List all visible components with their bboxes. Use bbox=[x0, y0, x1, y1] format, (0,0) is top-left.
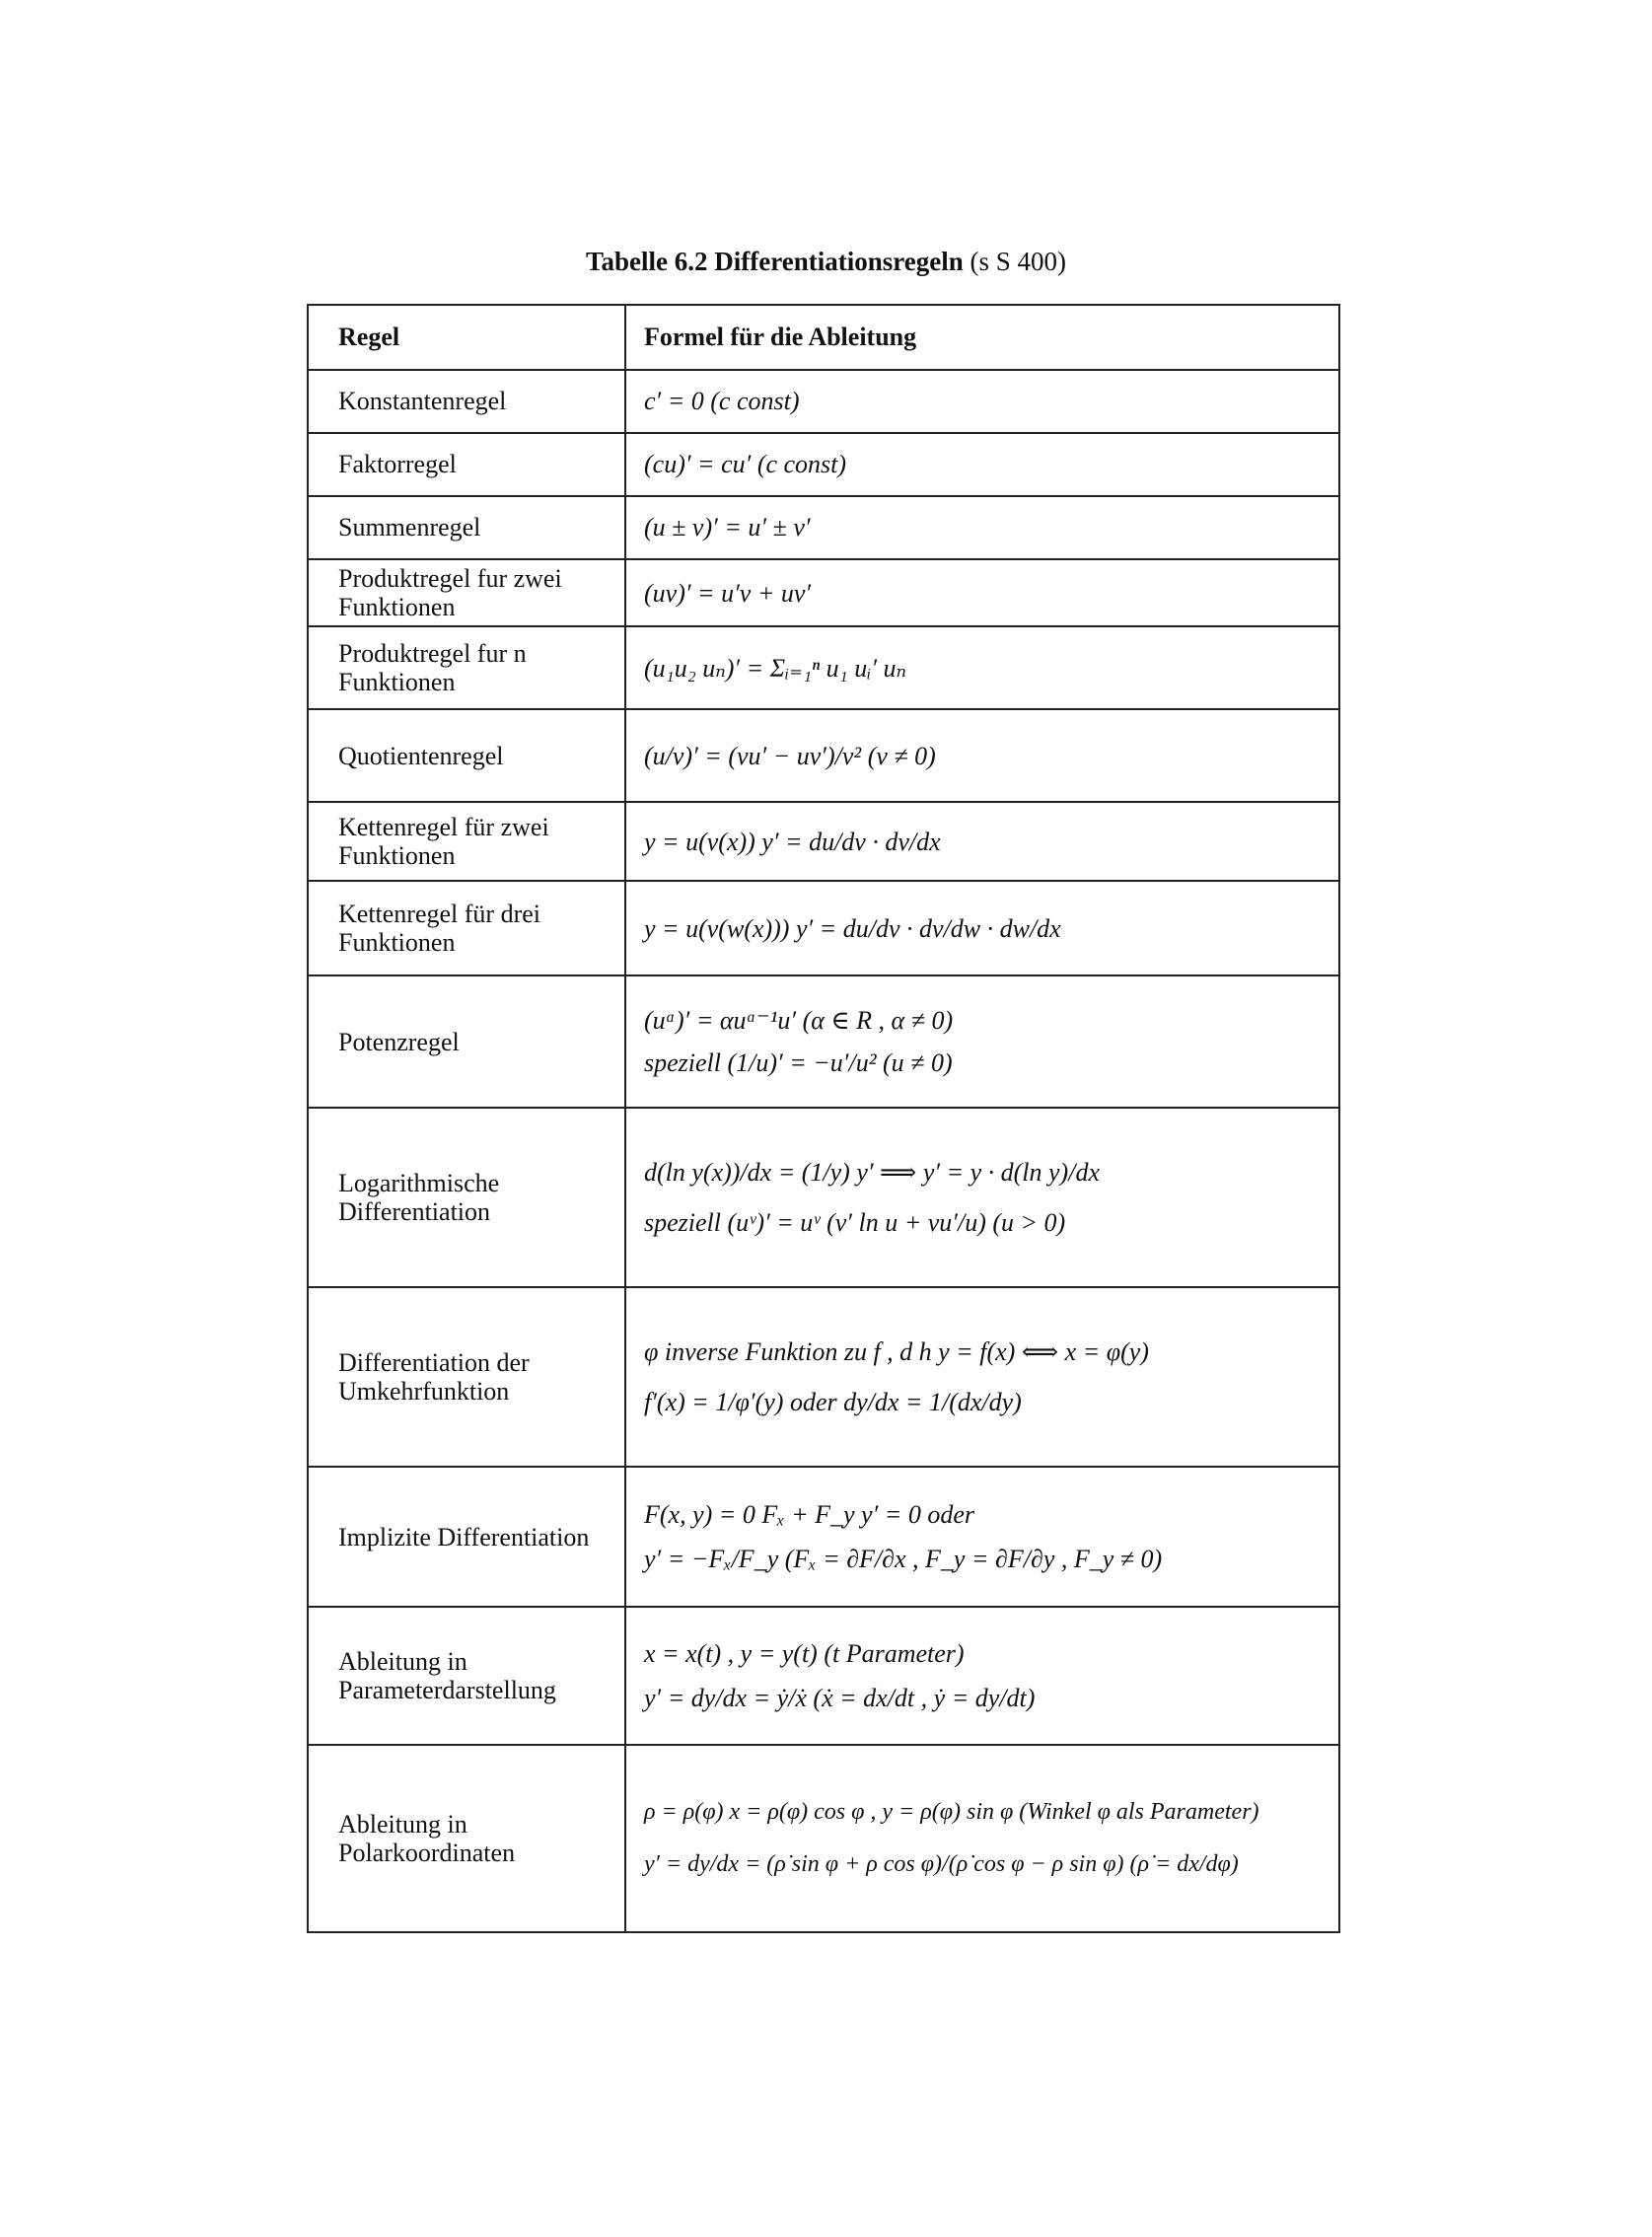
formula-line: d(ln y(x))/dx = (1/y) y′ ⟹ y′ = y · d(ln y)/dx bbox=[644, 1158, 1100, 1188]
table-row bbox=[308, 1745, 1339, 1932]
rule-name: Quotientenregel bbox=[308, 709, 625, 802]
table-row bbox=[308, 433, 1339, 496]
formula-line: (u₁u₂ uₙ)′ = Σᵢ₌₁ⁿ u₁ uᵢ′ uₙ bbox=[644, 653, 907, 683]
rule-formula bbox=[625, 370, 1339, 433]
formula-line: F(x, y) = 0 Fₓ + F_y y′ = 0 oder bbox=[644, 1500, 974, 1530]
header-rule: Regel bbox=[308, 305, 625, 370]
table-row bbox=[308, 1108, 1339, 1287]
table-row bbox=[308, 370, 1339, 433]
table-caption bbox=[0, 247, 1652, 277]
table-row bbox=[308, 975, 1339, 1108]
formula-line: y′ = −Fₓ/F_y (Fₓ = ∂F/∂x , F_y = ∂F/∂y , F_y ≠ 0) bbox=[644, 1545, 1163, 1574]
table-row bbox=[308, 1467, 1339, 1607]
rule-name: Logarithmische Differentiation bbox=[308, 1108, 625, 1287]
formula-line: (u/v)′ = (vu′ − uv′)/v² (v ≠ 0) bbox=[644, 741, 936, 770]
rule-name: Produktregel fur zwei Funktionen bbox=[308, 559, 625, 626]
rule-name: Ableitung in Polarkoordinaten bbox=[308, 1745, 625, 1932]
formula-line: y′ = dy/dx = ẏ/ẋ (ẋ = dx/dt , ẏ = dy/dt) bbox=[644, 1684, 1036, 1713]
rule-formula bbox=[625, 709, 1339, 802]
table-title: Tabelle 6.2 Differentiationsregeln bbox=[586, 247, 964, 276]
formula-line: f′(x) = 1/φ′(y) oder dy/dx = 1/(dx/dy) bbox=[644, 1388, 1022, 1417]
rule-formula bbox=[625, 1467, 1339, 1607]
rule-formula bbox=[625, 496, 1339, 559]
rule-formula bbox=[625, 626, 1339, 709]
rule-formula bbox=[625, 975, 1339, 1108]
table-row bbox=[308, 802, 1339, 881]
table-row bbox=[308, 881, 1339, 975]
rule-name: Implizite Differentiation bbox=[308, 1467, 625, 1607]
rule-name: Faktorregel bbox=[308, 433, 625, 496]
table-row bbox=[308, 496, 1339, 559]
header-formula: Formel für die Ableitung bbox=[625, 305, 1339, 370]
rule-name: Differentiation der Umkehrfunktion bbox=[308, 1287, 625, 1467]
rule-name: Produktregel fur n Funktionen bbox=[308, 626, 625, 709]
rule-name: Summenregel bbox=[308, 496, 625, 559]
rule-formula bbox=[625, 1108, 1339, 1287]
rule-formula bbox=[625, 433, 1339, 496]
formula-line: φ inverse Funktion zu f , d h y = f(x) ⟺ x = φ(y) bbox=[644, 1337, 1149, 1367]
formula-line: y′ = dy/dx = (ρ̇ sin φ + ρ cos φ)/(ρ̇ cos φ − ρ sin φ) (ρ̇ = dx/dφ) bbox=[644, 1851, 1239, 1878]
formula-line: speziell (1/u)′ = −u′/u² (u ≠ 0) bbox=[644, 1048, 953, 1078]
formula-line: ρ = ρ(φ) x = ρ(φ) cos φ , y = ρ(φ) sin φ (Winkel φ als Parameter) bbox=[644, 1799, 1259, 1826]
rule-formula bbox=[625, 1287, 1339, 1467]
rule-formula bbox=[625, 802, 1339, 881]
differentiation-rules-table bbox=[307, 304, 1340, 1933]
formula-line: (uᵅ)′ = αuᵅ⁻¹u′ (α ∈ R , α ≠ 0) bbox=[644, 1006, 954, 1036]
formula-line: x = x(t) , y = y(t) (t Parameter) bbox=[644, 1639, 965, 1669]
table-row bbox=[308, 709, 1339, 802]
table-header-row bbox=[308, 305, 1339, 370]
table-row bbox=[308, 1287, 1339, 1467]
rule-formula bbox=[625, 1607, 1339, 1745]
table-row bbox=[308, 1607, 1339, 1745]
formula-line: (cu)′ = cu′ (c const) bbox=[644, 450, 847, 479]
formula-line: c′ = 0 (c const) bbox=[644, 387, 800, 416]
formula-line: speziell (uᵛ)′ = uᵛ (v′ ln u + vu′/u) (u > 0) bbox=[644, 1208, 1066, 1238]
table-page-ref: (s S 400) bbox=[970, 247, 1066, 276]
rule-formula bbox=[625, 1745, 1339, 1932]
rule-formula bbox=[625, 881, 1339, 975]
rule-name: Ableitung in Parameterdarstellung bbox=[308, 1607, 625, 1745]
formula-line: (u ± v)′ = u′ ± v′ bbox=[644, 513, 811, 542]
formula-line: (uv)′ = u′v + uv′ bbox=[644, 578, 812, 608]
table-row bbox=[308, 626, 1339, 709]
rule-name: Kettenregel für drei Funktionen bbox=[308, 881, 625, 975]
rule-formula bbox=[625, 559, 1339, 626]
formula-line: y = u(v(x)) y′ = du/dv · dv/dx bbox=[644, 827, 941, 856]
formula-line: y = u(v(w(x))) y′ = du/dv · dv/dw · dw/dx bbox=[644, 913, 1061, 943]
rule-name: Konstantenregel bbox=[308, 370, 625, 433]
rule-name: Potenzregel bbox=[308, 975, 625, 1108]
table-row bbox=[308, 559, 1339, 626]
rule-name: Kettenregel für zwei Funktionen bbox=[308, 802, 625, 881]
